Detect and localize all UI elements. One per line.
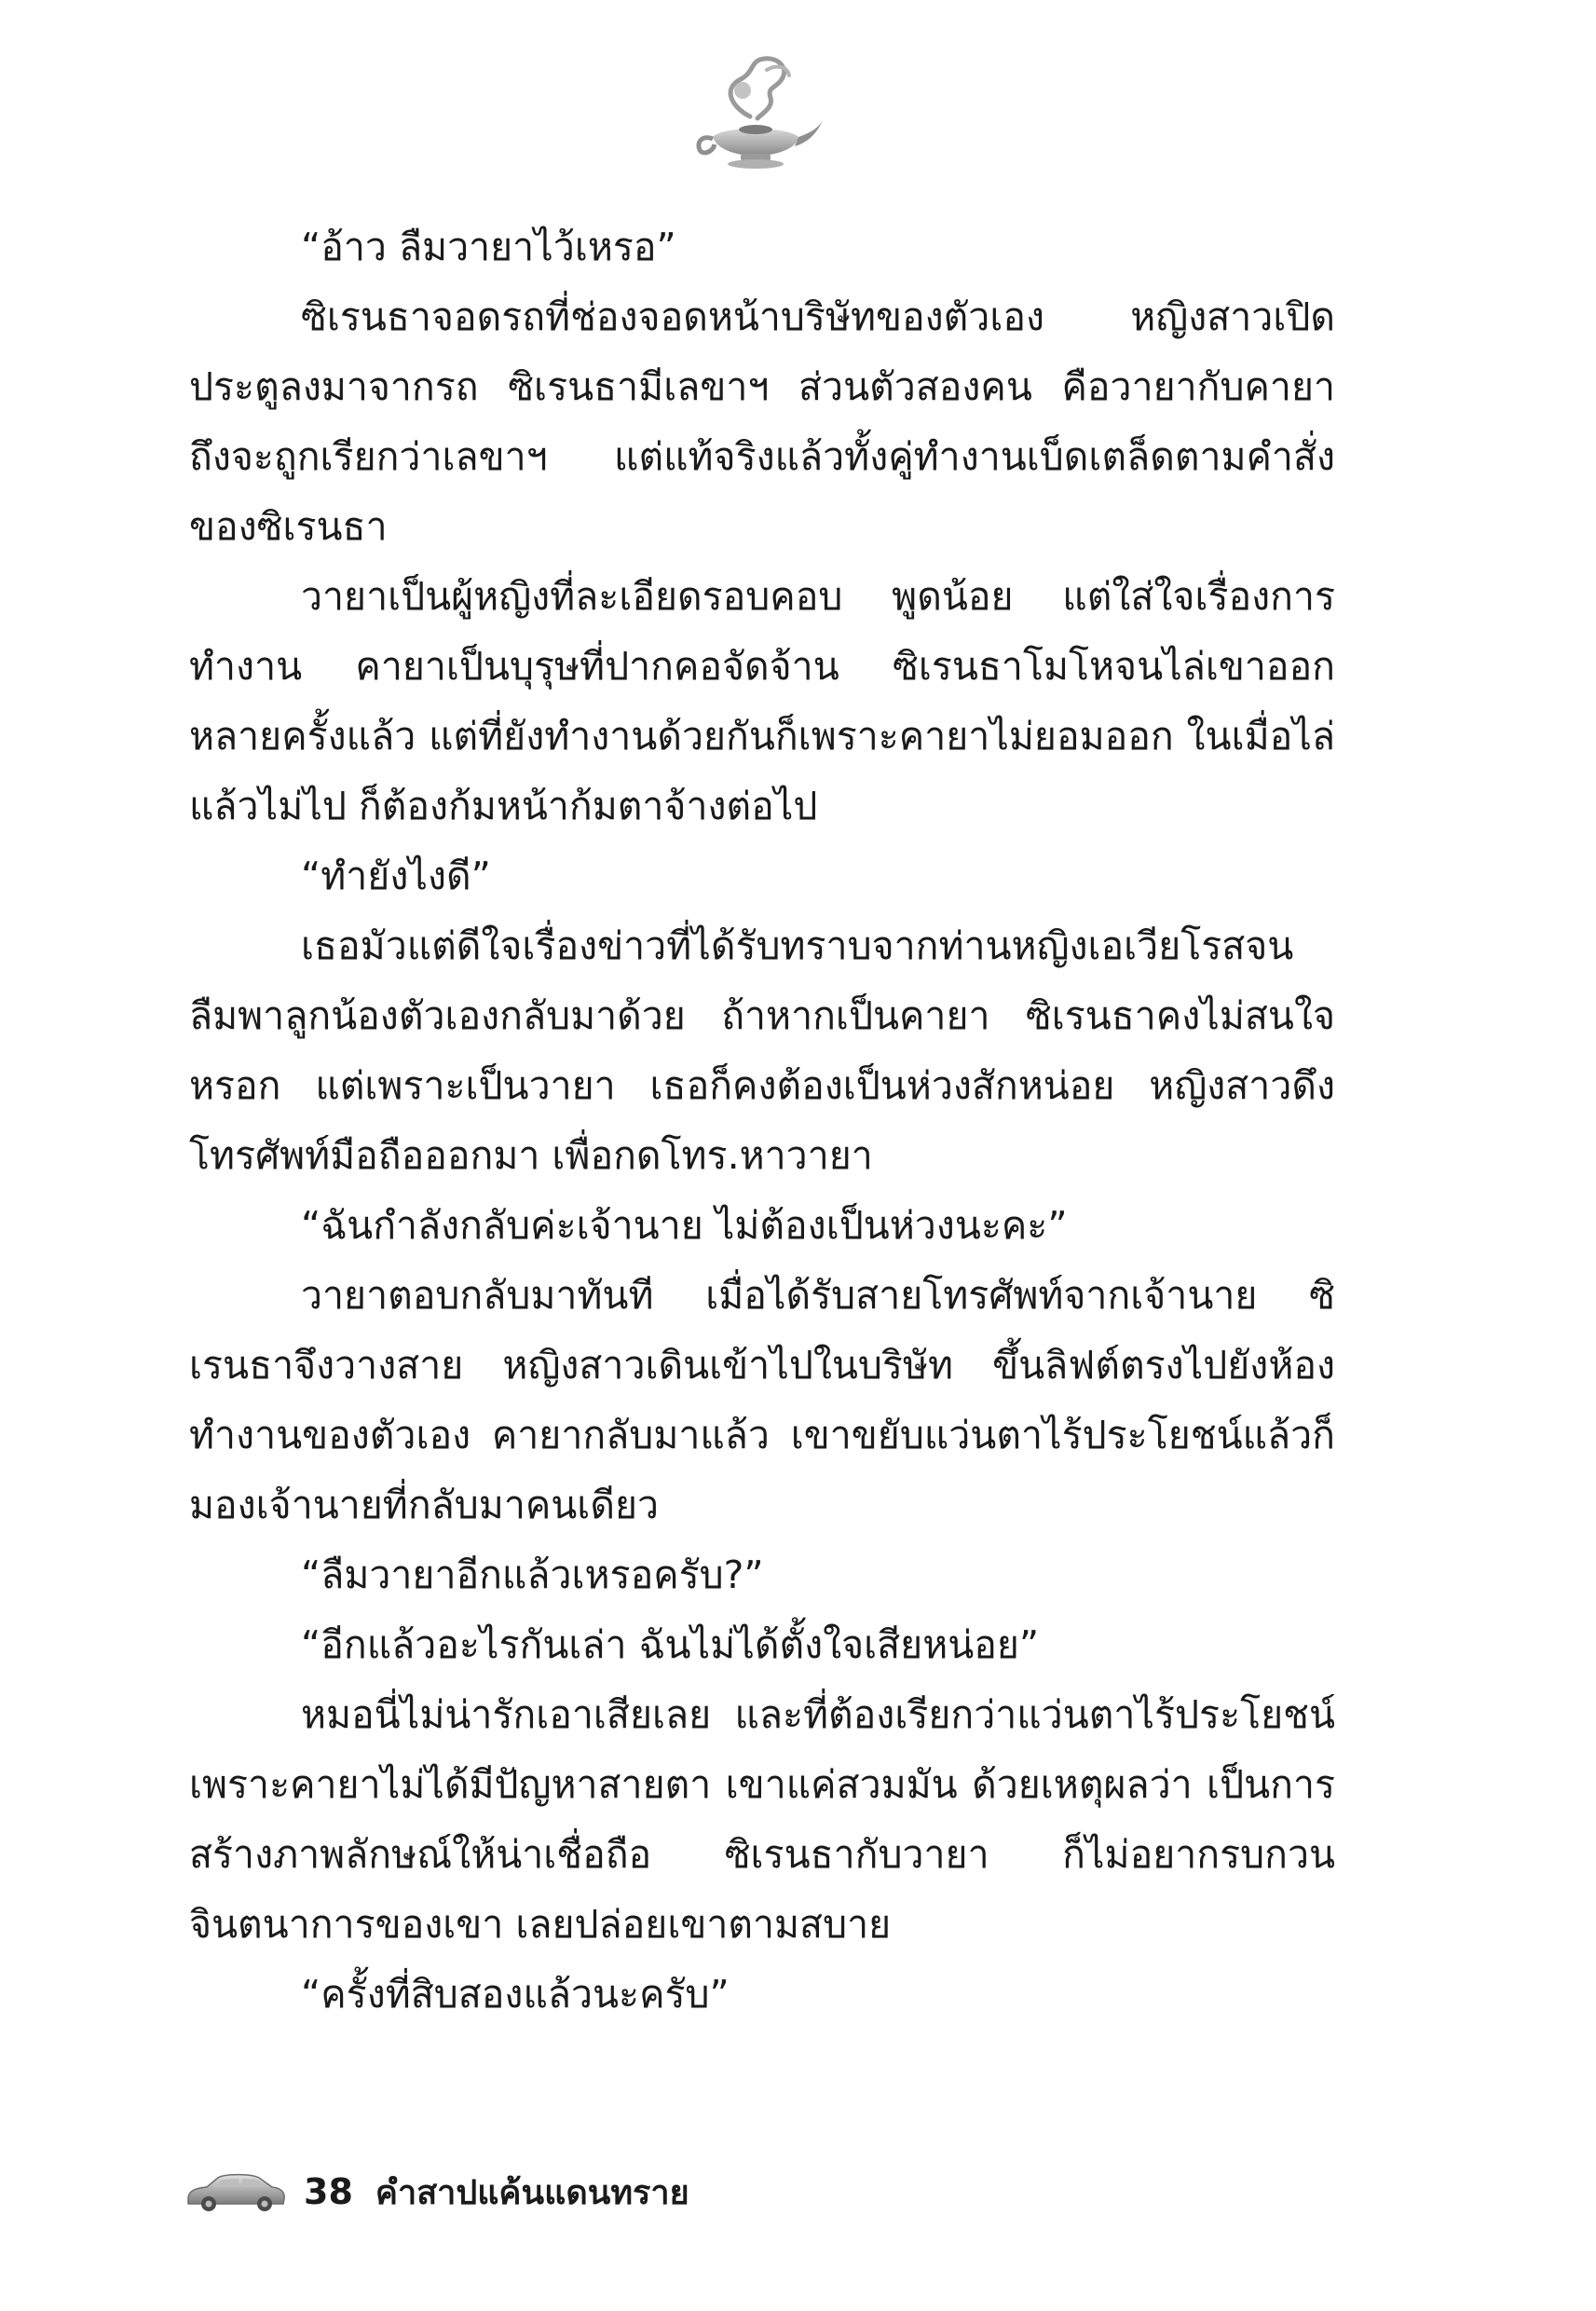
paragraph: หมอนี่ไม่น่ารักเอาเสียเลย และที่ต้องเรียกว่าแว่นตาไร้ประโยชน์เพราะคายาไม่ได้มีปัญหาสายตา เขาแค่สวมมัน ด้วยเหตุผลว่า เป็นการสร้างภาพลักษณ์ให้น่าเชื่อถือ ซิเรนธากับวายา ก็ไม่อยากรบกวนจินตนาการของเขา เลยปล่อยเขาตามสบาย [189,1692,1335,1947]
paragraph: “อ้าว ลืมวายาไว้เหรอ” [301,225,676,269]
paragraph: วายาตอบกลับมาทันที เมื่อได้รับสายโทรศัพท์จากเจ้านาย ซิเรนธาจึงวางสาย หญิงสาวเดินเข้าไปในบริษัท ขึ้นลิฟต์ตรงไปยังห้องทำงานของตัวเอง คายากลับมาแล้ว เขาขยับแว่นตาไร้ประโยชน์แล้วก็มองเจ้านายที่กลับมาคนเดียว [189,1273,1335,1527]
paragraph: “ทำยังไงดี” [301,854,491,898]
paragraph: เธอมัวแต่ดีใจเรื่องข่าวที่ได้รับทราบจากท่านหญิงเอเวียโรสจนลืมพาลูกน้องตัวเองกลับมาด้วย ถ้าหากเป็นคายา ซิเรนธาคงไม่สนใจหรอก แต่เพราะเป็นวายา เธอก็คงต้องเป็นห่วงสักหน่อย หญิงสาวดึงโทรศัพท์มือถือออกมา เพื่อกดโทร.หาวายา [189,923,1335,1178]
chapter-body-text [189,212,1335,2030]
book-title: คำสาปแค้นแดนทราย [375,2173,689,2212]
paragraph: “อีกแล้วอะไรกันเล่า ฉันไม่ได้ตั้งใจเสียหน่อย” [301,1622,1040,1667]
paragraph: ซิเรนธาจอดรถที่ช่องจอดหน้าบริษัทของตัวเอง หญิงสาวเปิดประตูลงมาจากรถ ซิเรนธามีเลขาฯ ส่วนตัวสองคน คือวายากับคายา ถึงจะถูกเรียกว่าเลขาฯ แต่แท้จริงแล้วทั้งคู่ทำงานเบ็ดเตล็ดตามคำสั่งของซิเรนธา [189,294,1335,549]
page-number: 38 [304,2171,353,2212]
paragraph: “ครั้งที่สิบสองแล้วนะครับ” [301,1972,730,2017]
page-footer [184,2164,689,2220]
car-icon [184,2170,287,2213]
genie-lamp-icon [685,51,825,172]
paragraph: วายาเป็นผู้หญิงที่ละเอียดรอบคอบ พูดน้อย แต่ใส่ใจเรื่องการทำงาน คายาเป็นบุรุษที่ปากคอจัดจ้าน ซิเรนธาโมโหจนไล่เขาออกหลายครั้งแล้ว แต่ที่ยังทำงานด้วยกันก็เพราะคายาไม่ยอมออก ในเมื่อไล่แล้วไม่ไป ก็ต้องก้มหน้าก้มตาจ้างต่อไป [189,574,1335,828]
paragraph: “ลืมวายาอีกแล้วเหรอครับ?” [301,1552,764,1597]
paragraph: “ฉันกำลังกลับค่ะเจ้านาย ไม่ต้องเป็นห่วงนะคะ” [301,1203,1068,1248]
